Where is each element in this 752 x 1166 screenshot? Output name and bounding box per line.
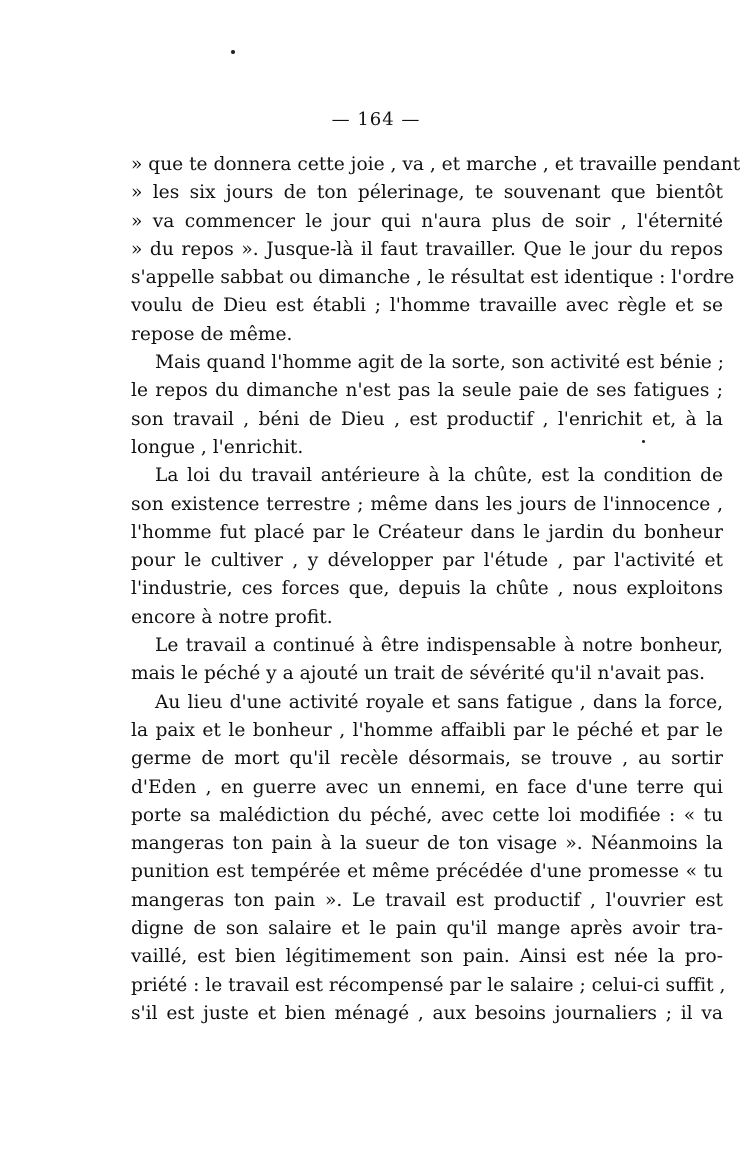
text-line: vaillé, est bien légitimement son pain. Ainsi est née la pro- <box>131 946 723 968</box>
page-number: — 164 — <box>331 109 421 130</box>
text-line: son existence terrestre ; même dans les jours de l'innocence , <box>131 493 723 515</box>
text-line: La loi du travail antérieure à la chûte, est la condition de <box>155 465 723 487</box>
text-line: digne de son salaire et le pain qu'il mange après avoir tra- <box>131 918 723 940</box>
text-line: s'il est juste et bien ménagé , aux besoins journaliers ; il va <box>131 1002 723 1024</box>
body-text <box>131 151 741 1028</box>
text-line: encore à notre profit. <box>131 606 333 628</box>
text-line: porte sa malédiction du péché, avec cette loi modifiée : « tu <box>131 804 723 826</box>
text-line: mais le péché y a ajouté un trait de sévérité qu'il n'avait pas. <box>131 663 706 685</box>
text-line: le repos du dimanche n'est pas la seule paie de ses fatigues ; <box>131 380 723 402</box>
text-line: l'homme fut placé par le Créateur dans le jardin du bonheur <box>131 521 723 543</box>
text-line: » que te donnera cette joie , va , et marche , et travaille pendant <box>131 154 741 175</box>
text-line: repose de même. <box>131 323 293 345</box>
text-line: l'industrie, ces forces que, depuis la chûte , nous exploitons <box>131 578 723 600</box>
text-line: Au lieu d'une activité royale et sans fatigue , dans la force, <box>155 691 723 713</box>
text-line: s'appelle sabbat ou dimanche , le résultat est identique : l'ordre <box>131 267 735 289</box>
text-line: » va commencer le jour qui n'aura plus de soir , l'éternité <box>131 210 723 232</box>
text-line: voulu de Dieu est établi ; l'homme travaille avec règle et se <box>131 295 723 317</box>
text-line: la paix et le bonheur , l'homme affaibli par le péché et par le <box>131 719 723 741</box>
text-line: son travail , béni de Dieu , est productif , l'enrichit et, à la <box>131 408 723 430</box>
ink-speck <box>231 50 235 54</box>
text-line: Le travail a continué à être indispensable à notre bonheur, <box>155 635 723 657</box>
text-line: » du repos ». Jusque-là il faut travailler. Que le jour du repos <box>131 238 723 260</box>
text-line: longue , l'enrichit. <box>131 436 304 458</box>
text-line: d'Eden , en guerre avec un ennemi, en face d'une terre qui <box>131 776 723 798</box>
text-line: mangeras ton pain à la sueur de ton visage ». Néanmoins la <box>131 833 723 855</box>
text-line: pour le cultiver , y développer par l'étude , par l'activité et <box>131 550 723 572</box>
text-line: Mais quand l'homme agit de la sorte, son activité est bénie ; <box>155 352 724 374</box>
text-line: germe de mort qu'il recèle désormais, se trouve , au sortir <box>131 748 723 770</box>
text-line: » les six jours de ton pélerinage, te souvenant que bientôt <box>131 182 723 204</box>
text-line: punition est tempérée et même précédée d'une promesse « tu <box>131 861 723 883</box>
text-line: priété : le travail est récompensé par le salaire ; celui-ci suffit , <box>131 974 726 996</box>
text-line: mangeras ton pain ». Le travail est productif , l'ouvrier est <box>131 889 723 911</box>
